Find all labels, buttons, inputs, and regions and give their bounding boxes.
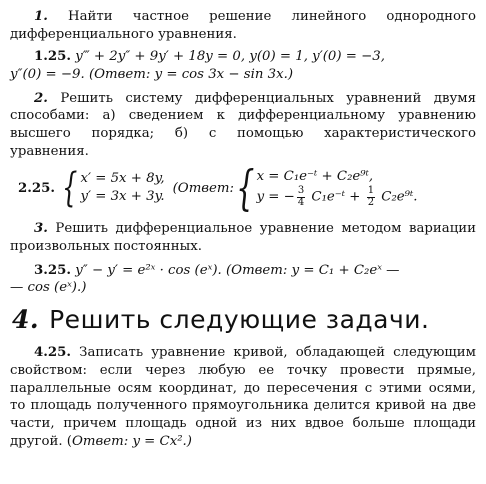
problem-1-number: 1. — [34, 9, 48, 24]
fraction-3-4 — [297, 186, 305, 208]
problem-2-text: Решить систему дифференциальных уравнений двумя способами: а) сведением к дифференциальному уравнению высшего порядка; б) с помощью характеристического уравнения. — [10, 90, 476, 159]
answer-y-part-b: C₁e⁻ᵗ + — [307, 189, 365, 205]
answer-label: Ответ: — [72, 433, 129, 449]
exercise-1-25-initial: y″(0) = −9. ( — [10, 67, 95, 83]
answer-label: Ответ: — [177, 180, 235, 196]
fraction-denominator: 4 — [297, 196, 305, 208]
problem-1-statement — [10, 8, 476, 43]
section-heading-text: Решить следующие задачи. — [49, 305, 430, 335]
exercise-3-25-answer: y = C₁ + C₂eˣ — — [287, 262, 400, 278]
answer-y — [257, 186, 418, 208]
exercise-1-25-answer: y = cos 3x − sin 3x.) — [150, 67, 294, 83]
problem-1-text: Найти частное решение линейного однородного дифференциального уравнения. — [10, 9, 476, 42]
exercise-1-25-number: 1.25. — [34, 49, 72, 65]
answer-open-paren: ( — [172, 180, 178, 196]
fraction-numerator: 1 — [367, 185, 375, 197]
exercise-3-25-answer-cont: — cos (eˣ).) — [10, 280, 87, 296]
problem-2-statement — [10, 90, 476, 161]
fraction-numerator: 3 — [297, 185, 305, 197]
problem-2 — [10, 90, 476, 217]
section-heading — [12, 303, 476, 336]
answer-label: Ответ: — [94, 67, 151, 83]
system-brace: { — [62, 165, 78, 212]
fraction-1-2 — [367, 186, 375, 208]
problem-3-statement — [10, 220, 476, 255]
system-eq-2: y′ = 3x + 3y. — [80, 189, 165, 205]
problem-1 — [10, 8, 476, 84]
exercise-4-25-number: 4.25. — [34, 345, 72, 361]
answer-equations — [257, 168, 418, 208]
answer-y-part-c: C₂e⁹ᵗ. — [377, 189, 418, 205]
exercise-2-25 — [10, 160, 476, 217]
exercise-4-25 — [10, 344, 476, 450]
answer-x: x = C₁e⁻ᵗ + C₂e⁹ᵗ, — [256, 169, 374, 185]
problem-3-text: Решить дифференциальное уравнение методом вариации произвольных постоянных. — [10, 221, 476, 255]
exercise-1-25-line2 — [10, 66, 476, 84]
problem-2-number: 2. — [34, 90, 48, 106]
exercise-4-25-text: Записать уравнение кривой, обладающей следующим свойством: если через любую ее точку провести прямые, параллельные осям координат, до пересечения с этими осями, то площадь полученного прямоугольника делится кривой на две части, причем площадь одной из них вдвое больше площади другой. ( — [10, 345, 476, 449]
exercise-3-25-number: 3.25. — [34, 262, 72, 278]
answer-y-part-a: y = − — [256, 189, 295, 205]
system-equations — [80, 170, 164, 206]
exercise-3-25-equation: y″ − y′ = e²ˣ · cos (eˣ). ( — [75, 262, 232, 278]
problem-4 — [10, 344, 476, 450]
problem-3 — [10, 220, 476, 297]
exercise-4-25-answer: y = Cx².) — [128, 433, 192, 449]
section-heading-number: 4. — [12, 305, 40, 335]
fraction-denominator: 2 — [367, 196, 375, 208]
exercise-2-25-number: 2.25. — [18, 180, 56, 196]
exercise-1-25 — [10, 48, 476, 66]
problem-3-number: 3. — [34, 221, 48, 237]
answer-label: Ответ: — [231, 262, 288, 278]
answer-brace: { — [236, 160, 255, 217]
exercise-3-25 — [10, 262, 476, 280]
exercise-1-25-equation: y‴ + 2y″ + 9y′ + 18y = 0, y(0) = 1, y′(0) = −3, — [75, 49, 385, 65]
system-eq-1: x′ = 5x + 8y, — [80, 171, 165, 187]
